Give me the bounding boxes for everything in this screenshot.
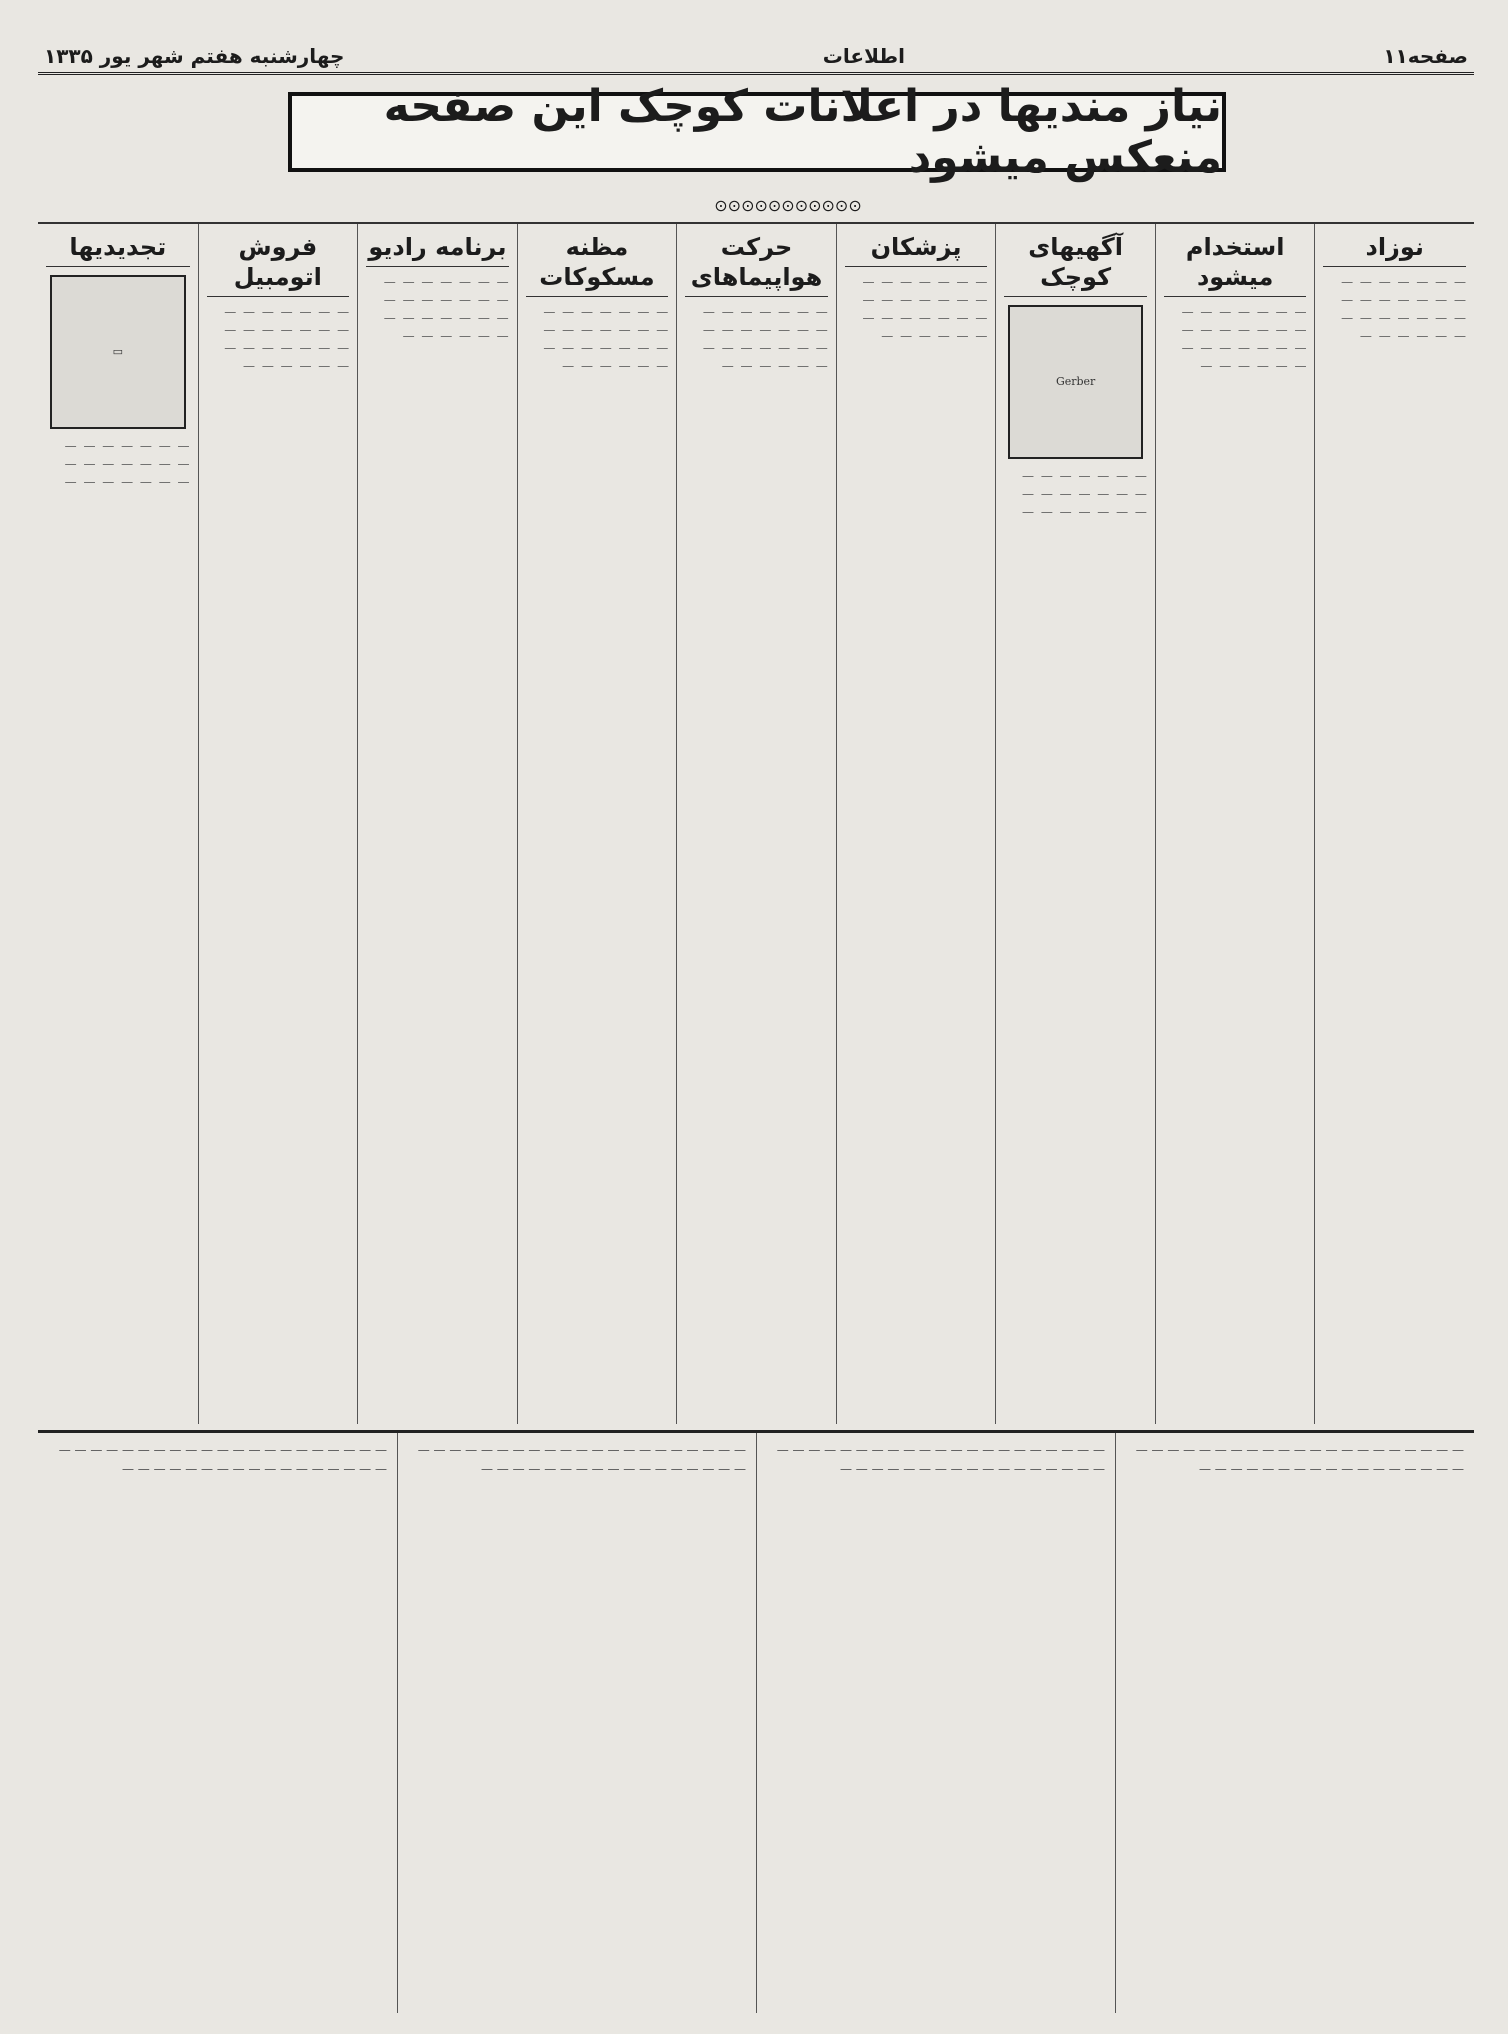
page-label: صفحه۱۱	[1383, 44, 1468, 68]
column-text: — — — — — — — — — — — — — — — — — — — — — — — — — — —	[1181, 305, 1307, 373]
column-flights	[676, 224, 836, 1424]
section-title: پزشکان	[845, 232, 988, 267]
story-column: — — — — — — — — — — — — — — — — — — — — — — — — — — — — — — — — — — — — — —	[397, 1433, 756, 2013]
gerber-ad: Gerber	[1008, 305, 1143, 459]
classified-banner	[288, 81, 1226, 183]
newspaper-page	[38, 40, 1474, 2010]
section-title: استخدام میشود	[1164, 232, 1307, 297]
column-births	[1314, 224, 1474, 1424]
section-title: تجدیدیها	[46, 232, 190, 267]
battery-ad: ▭	[50, 275, 186, 429]
date-text: چهارشنبه هفتم شهر یور ۱۳۳۵	[44, 44, 345, 68]
classified-columns	[38, 222, 1474, 1424]
column-text: — — — — — — — — — — — — — — — — — — — — —	[64, 439, 190, 489]
section-title: مظنه مسکوکات	[526, 232, 669, 297]
column-text: — — — — — — — — — — — — — — — — — — — — — — — — — — —	[383, 275, 509, 343]
column-renewals	[38, 224, 198, 1424]
paper-name: اطلاعات	[822, 44, 905, 68]
column-cars	[198, 224, 358, 1424]
story-column: — — — — — — — — — — — — — — — — — — — — — — — — — — — — — — — — — — — — — —	[756, 1433, 1115, 2013]
story-column: — — — — — — — — — — — — — — — — — — — — — — — — — — — — — — — — — — — — — —	[1115, 1433, 1474, 2013]
column-doctors	[836, 224, 996, 1424]
section-title: فروش اتومبیل	[207, 232, 350, 297]
column-text: — — — — — — — — — — — — — — — — — — — — — — — — — — —	[224, 305, 350, 373]
column-text: — — — — — — — — — — — — — — — — — — — — —	[1022, 469, 1147, 519]
column-radio	[357, 224, 517, 1424]
section-title: آگهیهای کوچک	[1004, 232, 1147, 297]
column-employment	[1155, 224, 1315, 1424]
column-small-ads	[995, 224, 1155, 1424]
column-text: — — — — — — — — — — — — — — — — — — — — — — — — — — —	[543, 305, 669, 373]
ornament-divider: ⊙⊙⊙⊙⊙⊙⊙⊙⊙⊙⊙	[714, 196, 862, 215]
section-title: حرکت هواپیماهای	[685, 232, 828, 297]
section-title: نوزاد	[1323, 232, 1466, 267]
column-text: — — — — — — — — — — — — — — — — — — — — — — — — — — —	[702, 305, 828, 373]
column-coins	[517, 224, 677, 1424]
serial-story-section	[38, 1430, 1474, 2013]
story-column: — — — — — — — — — — — — — — — — — — — — — — — — — — — — — — — — — — — — — —	[58, 1443, 387, 1476]
section-title: برنامه رادیو	[366, 232, 509, 267]
column-text: — — — — — — — — — — — — — — — — — — — — — — — — — — —	[1341, 275, 1466, 343]
column-text: — — — — — — — — — — — — — — — — — — — — — — — — — — —	[862, 275, 988, 343]
page-header	[38, 40, 1474, 75]
banner-title: نیاز مندیها در اعلانات کوچک این صفحه منعکس میشود	[383, 81, 1222, 183]
